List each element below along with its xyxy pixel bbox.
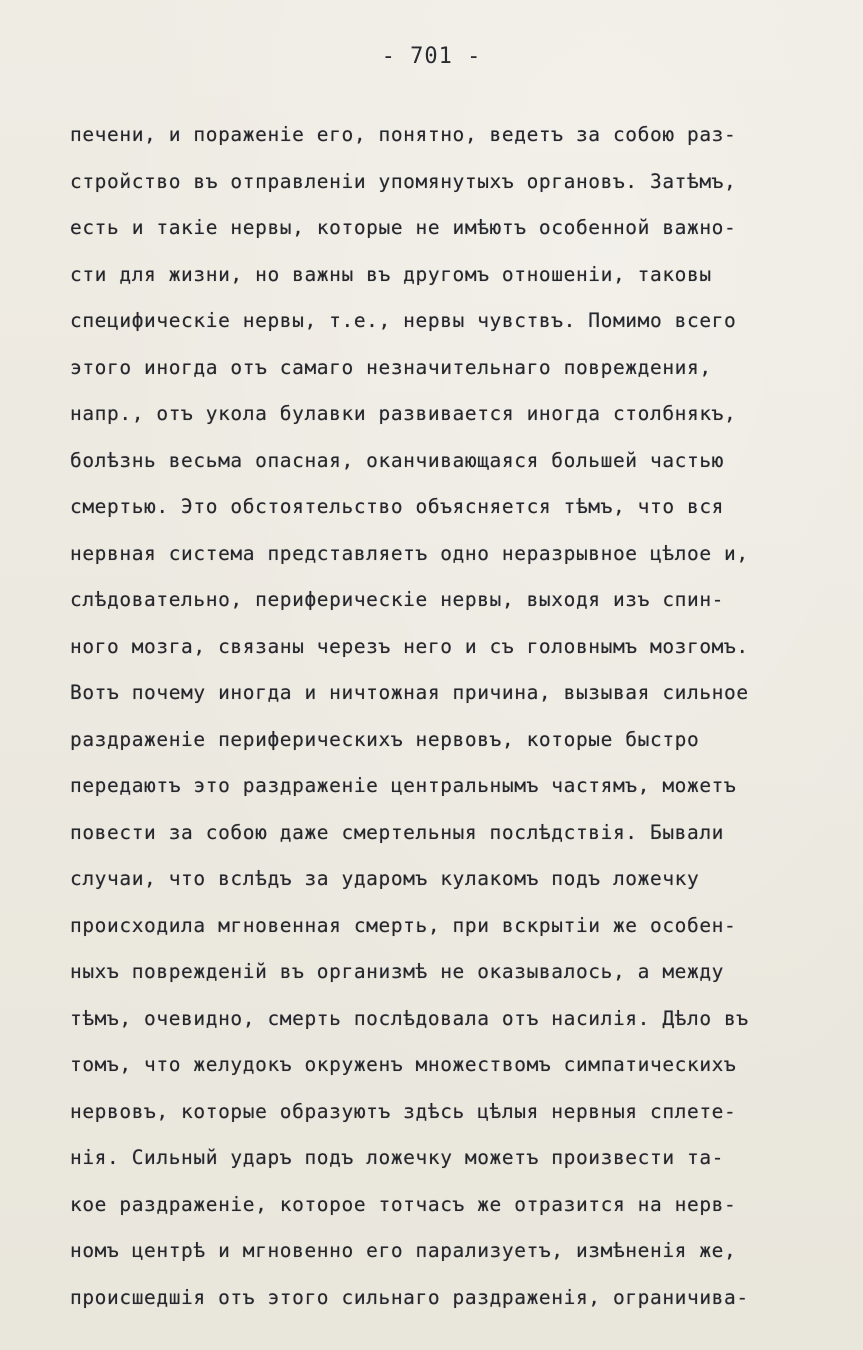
text-line: происшедшiя отъ этого сильнаго раздраженiя, ограничива- — [70, 1285, 749, 1309]
text-line: происходила мгновенная смерть, при вскрытiи же особен- — [70, 913, 737, 937]
text-line: повести за собою даже смертельныя послѣдствiя. Бывали — [70, 820, 725, 844]
body-text — [70, 112, 840, 1321]
text-line: этого иногда отъ самаго незначительнаго повреждения, — [70, 355, 712, 379]
text-line: ныхъ поврежденiй въ организмѣ не оказывалось, а между — [70, 960, 725, 983]
text-line: Вотъ почему иногда и ничтожная причина, вызывая сильное — [70, 681, 749, 704]
text-line: слѣдовательно, периферическiе нервы, выходя изъ спин- — [70, 588, 725, 611]
text-line: смертью. Это обстоятельство объясняется тѣмъ, что вся — [70, 495, 725, 518]
text-line: стройство въ отправленiи упомянутыхъ органовъ. Затѣмъ, — [70, 169, 737, 193]
page-number: - 701 - — [381, 44, 482, 69]
text-line: кое раздраженiе, которое тотчасъ же отразится на нерв- — [70, 1192, 737, 1216]
text-line: печени, и пораженiе его, понятно, ведетъ за собою раз- — [70, 123, 737, 146]
text-line: специфическiе нервы, т.е., нервы чувствъ. Помимо всего — [70, 309, 737, 332]
text-line: нервная система представляетъ одно неразрывное цѣлое и, — [70, 541, 749, 565]
text-line: сти для жизни, но важны въ другомъ отношенiи, таковы — [70, 262, 712, 286]
text-line: номъ центрѣ и мгновенно его парализуетъ, измѣненiя же, — [70, 1239, 737, 1262]
text-line: нiя. Сильный ударъ подъ ложечку можетъ произвести та- — [70, 1146, 725, 1169]
text-line: случаи, что вслѣдъ за ударомъ кулакомъ подъ ложечку — [70, 867, 700, 890]
text-line: нервовъ, которые образуютъ здѣсь цѣлыя нервныя сплете- — [70, 1099, 737, 1123]
text-line: болѣзнь весьма опасная, оканчивающаяся большей частью — [70, 448, 725, 472]
text-line: напр., отъ укола булавки развивается иногда столбнякъ, — [70, 402, 737, 425]
text-line: ного мозга, связаны черезъ него и съ головнымъ мозгомъ. — [70, 634, 749, 658]
text-line: передаютъ это раздраженiе центральнымъ частямъ, можетъ — [70, 774, 737, 797]
text-line: раздраженiе периферическихъ нервовъ, которые быстро — [70, 727, 700, 751]
text-line: тѣмъ, очевидно, смерть послѣдовала отъ насилiя. Дѣло въ — [70, 1006, 749, 1030]
text-line: есть и такiе нервы, которые не имѣютъ особенной важно- — [70, 216, 737, 239]
text-line: томъ, что желудокъ окруженъ множествомъ симпатическихъ — [70, 1053, 737, 1076]
